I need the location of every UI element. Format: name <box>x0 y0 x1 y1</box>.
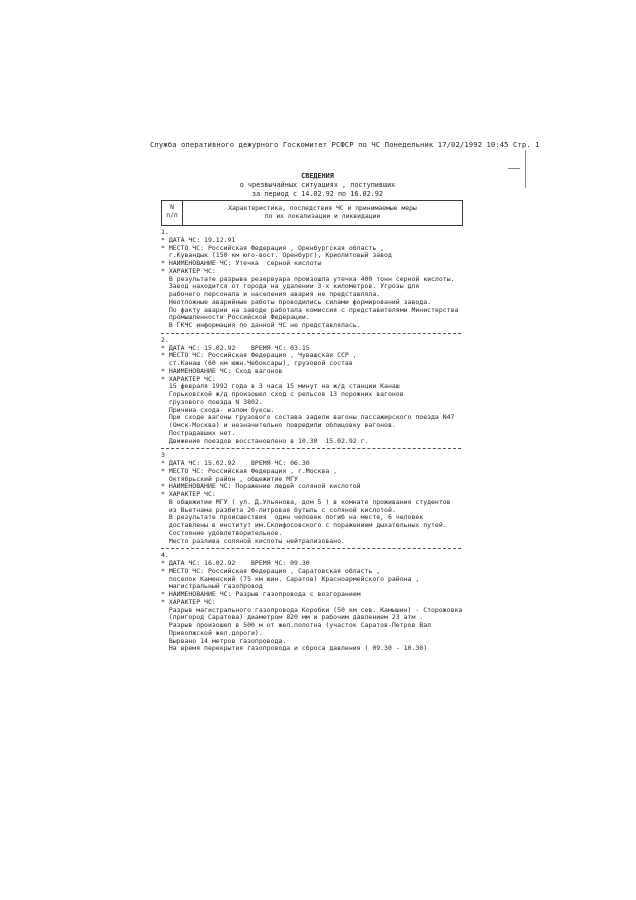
incident-line: * ХАРАКТЕР ЧС: <box>161 374 216 383</box>
table-header <box>161 200 463 226</box>
incident-line: При сходе вагоны грузового состава задели вагоны пассажирского поезда N47 <box>161 413 455 422</box>
description-column-header <box>183 201 462 225</box>
incident-line: Место разлива соляной кислоты нейтрализовано. <box>161 536 345 545</box>
incident-line: В результате разрыва резервуара произошла утечка 400 тонн серной кислоты. <box>161 274 455 283</box>
description-header-line-1: Характеристика, последствия ЧС и принимаемые меры <box>228 204 417 212</box>
incident-line: г.Кувандык (150 км юго-вост. Оренбург), Криолитовый завод <box>161 251 392 260</box>
incident-line: По факту аварии на заводе работала комиссия с представителями Министерства <box>161 305 459 314</box>
title-line-2: о чрезвычайных ситуациях , поступивших <box>239 180 396 189</box>
incident-line: Завод находится от города на удалении 3-х километров. Угрозы для <box>161 282 420 291</box>
incident-line: Октябрьский район , общежитие МГУ <box>161 474 298 483</box>
incident-line: грузового поезда N 3802. <box>161 397 263 406</box>
description-header-line-2: по их локализации и ликвидации <box>264 212 381 220</box>
section-separator <box>161 548 461 549</box>
number-column-header: N п/п <box>162 201 183 225</box>
incident-line: * ДАТА ЧС: 16.02.92 ВРЕМЯ ЧС: 09.30 <box>161 559 310 567</box>
scan-mark <box>525 150 526 188</box>
incident-line: Состояние удовлетворительное. <box>161 528 283 537</box>
section-separator <box>161 448 461 449</box>
scan-mark <box>508 168 520 169</box>
incident-line: Неотложные аварийные работы проводились силами формирований завода. <box>161 297 432 306</box>
incident-line: Разрыв произошел в 500 м от жел.полотна (участок Саратов-Петров Вал <box>161 621 432 629</box>
incident-line: * ХАРАКТЕР ЧС: <box>161 597 216 606</box>
incident-line: (пригород Саратова) диаметром 820 мм и рабочим давлением 23 атм . <box>161 613 424 622</box>
incident-line: промышленности Российской Федерации. <box>161 313 310 322</box>
incident-line: 15 февраля 1992 года в 3 часа 15 минут на ж/д станции Канаш <box>161 382 400 391</box>
incident-line: Движение поездов восстановлено в 10.30 15.02.92 г. <box>161 436 369 445</box>
incident-section <box>161 552 481 653</box>
incident-line: 3 <box>161 451 165 460</box>
incident-line: Разрыв магистрального газопровода Коробки (50 км сев. Камышин) - Сторожовка <box>161 605 463 614</box>
incident-line: * ДАТА ЧС: 19.12.91 <box>161 235 236 244</box>
incident-line: ст.Канаш (60 км южн.Чебоксары), грузовой состав <box>161 359 353 367</box>
incident-section <box>161 229 481 330</box>
incident-line: рабочего персонала и населения авария не представляла. <box>161 290 381 298</box>
incident-line: (Омск-Москва) и незначительно повредили облицовку вагонов. <box>161 421 396 429</box>
incident-line: * ДАТА ЧС: 15.02.92 ВРЕМЯ ЧС: 03.15 <box>161 343 310 352</box>
incident-line: * МЕСТО ЧС: Российская Федерация , Саратовская область , <box>161 566 381 575</box>
incident-section <box>161 452 481 545</box>
incident-line: В общежитии МГУ ( ул. Д.Ульянова, дом 5 ) в комнате проживания студентов <box>161 497 451 506</box>
incident-line: * ДАТА ЧС: 15.02.92 ВРЕМЯ ЧС: 06.30 <box>161 459 310 467</box>
page-header: Служба оперативного дежурного Госкомитет РСФСР по ЧС Понедельник 17/02/1992 10:45 Стр. 1 <box>150 140 540 149</box>
incident-line: На время перекрытия газопровода и сброса давления ( 09.30 - 10.30) <box>161 644 428 653</box>
incident-line: Приволжской жел.дороги). <box>161 628 263 637</box>
incident-line: из Вьетнама разбита 20-литровая бутыль с соляной кислотой. <box>161 505 396 514</box>
incident-line: * НАИМЕНОВАНИЕ ЧС: Сход вагонов <box>161 366 283 375</box>
incident-line: 1. <box>161 228 169 236</box>
incident-line: * МЕСТО ЧС: Российская Федерация , г.Москва , <box>161 466 338 475</box>
incident-line: * ХАРАКТЕР ЧС: <box>161 266 216 275</box>
incident-line: 4. <box>161 551 169 560</box>
incident-line: Причина схода- излом буксы. <box>161 405 275 414</box>
incident-list <box>161 229 481 653</box>
incident-line: Вырвано 14 метров газопровода. <box>161 636 287 645</box>
incident-line: * МЕСТО ЧС: Российская Федерация , Чувашская ССР , <box>161 351 357 360</box>
document-title <box>150 172 485 198</box>
incident-line: * НАИМЕНОВАНИЕ ЧС: Поражение людей соляной кислотой <box>161 482 361 491</box>
incident-line: доставлены в институт им.Склифосовского с поражением дыхательных путей. <box>161 521 447 529</box>
incident-line: Горьковской ж/д произошел сход с рельсов 13 порожних вагонов <box>161 390 404 398</box>
title-line-1: СВЕДЕНИЯ <box>301 172 334 180</box>
incident-line: * НАИМЕНОВАНИЕ ЧС: Утечка серной кислоты <box>161 259 322 267</box>
incident-line: магистральный газопровод <box>161 582 263 591</box>
incident-line: * ХАРАКТЕР ЧС: <box>161 490 216 498</box>
section-separator <box>161 333 461 334</box>
incident-line: * НАИМЕНОВАНИЕ ЧС: Разрыв газопровода с возгоранием <box>161 590 361 598</box>
incident-line: поселок Каменский (75 км юин. Саратов) Красноармейского района , <box>161 574 420 583</box>
incident-line: В результате происшествия один человек погиб на месте, 6 человек <box>161 513 424 522</box>
incident-line: В ГКЧС информация по данной ЧС не представлялась. <box>161 321 361 329</box>
incident-line: Пострадавших нет. <box>161 428 236 437</box>
incident-line: 2. <box>161 335 169 344</box>
incident-line: * МЕСТО ЧС: Российская Федерация , Оренбургская область , <box>161 243 385 252</box>
incident-section <box>161 337 481 446</box>
title-line-3: за период с 14.02.92 по 16.02.92 <box>252 189 383 198</box>
